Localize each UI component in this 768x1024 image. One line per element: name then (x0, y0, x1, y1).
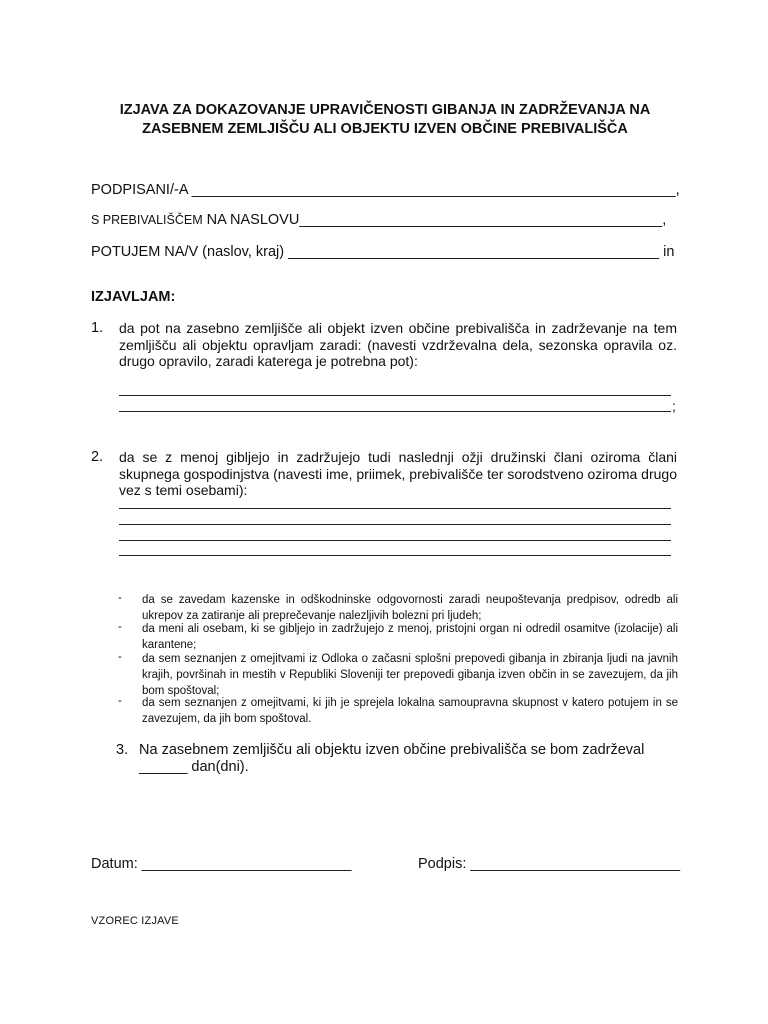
travel-line: ______________________________________________ (288, 244, 660, 260)
residence-field-row (91, 211, 666, 229)
residence-label: NA NASLOVU (206, 212, 300, 228)
item-2-answer-line-2 (119, 524, 671, 525)
bullet-1-text: da se zavedam kazenske in odškodninske odgovornosti zaradi neupoštevanja predpisov, odredb ali ukrepov za zatiranje ali preprečevanje nalezljivih bolezni pri ljudeh; (142, 594, 678, 622)
residence-line: _____________________________________________ (299, 212, 663, 228)
item-1-answer-line-1 (119, 395, 671, 396)
bullet-3-dash: - (118, 651, 122, 663)
signed-label: PODPISANI/-A (91, 182, 188, 198)
sample-label: VZOREC IZJAVE (91, 915, 179, 927)
item-3-number: 3. (116, 742, 129, 758)
travel-field-row (91, 243, 674, 261)
item-2-answer-line-4 (119, 555, 671, 556)
bullet-4-text: da sem seznanjen z omejitvami, ki jih je sprejela lokalna samoupravna skupnost v katero potujem in se zavezujem, da jih bom spoštoval. (142, 697, 678, 725)
bullet-3-text: da sem seznanjen z omejitvami iz Odloka o začasni splošni prepovedi gibanja in zbiranja ljudi na javnih krajih, površinah in mestih v Republiki Sloveniji ter prepovedi gibanja izven občin in se zavezujem, da jih bom spoštoval; (142, 653, 678, 697)
residence-end: , (662, 212, 667, 228)
item-2-answer-line-1 (119, 508, 671, 509)
form-title (90, 101, 680, 139)
travel-end: in (663, 244, 675, 260)
item-1-answer-line-2 (119, 411, 671, 412)
item-1-text: da pot na zasebno zemljišče ali objekt izven občine prebivališča in zadrževanje na tem zemljišču ali objektu opravljam zaradi: (navesti vzdrževalna dela, sezonska opravila oz. drugo opravilo, zaradi katerega je potrebna pot): (119, 320, 677, 369)
signed-field-row (91, 181, 680, 199)
item-2-text: da se z menoj gibljejo in zadržujejo tudi naslednji ožji družinski člani oziroma člani skupnega gospodinjstva (navesti ime, priimek, prebivališče ter sorodstveno oziroma drugo vez s temi osebami): (119, 449, 677, 498)
declare-heading: IZJAVLJAM: (91, 289, 176, 305)
item-1-line-end: ; (672, 398, 676, 414)
date-field: Datum: __________________________ (91, 856, 352, 872)
signature-field: Podpis: __________________________ (418, 856, 681, 872)
bullet-2-text: da meni ali osebam, ki se gibljejo in zadržujejo z menoj, pristojni organ ni odredil osamitve (izolacije) ali karantene; (142, 623, 678, 651)
bullet-1-dash: - (118, 592, 122, 604)
form-title-line-1: IZJAVA ZA DOKAZOVANJE UPRAVIČENOSTI GIBANJA IN ZADRŽEVANJA NA (119, 102, 651, 118)
bullet-4-dash: - (118, 695, 122, 707)
bullet-2-dash: - (118, 621, 122, 633)
residence-label-small: S PREBIVALIŠČEM (91, 213, 203, 227)
signed-line: ____________________________________________________________ (191, 182, 676, 198)
signed-end: , (675, 182, 680, 198)
item-3-text: Na zasebnem zemljišču ali objektu izven občine prebivališča se bom zadrževal ______ dan(dni). (139, 742, 645, 775)
item-2-number: 2. (91, 449, 104, 465)
form-title-line-2: ZASEBNEM ZEMLJIŠČU ALI OBJEKTU IZVEN OBČINE PREBIVALIŠČA (142, 121, 628, 137)
item-1-number: 1. (91, 320, 104, 336)
travel-label: POTUJEM NA/V (naslov, kraj) (91, 244, 285, 260)
item-2-answer-line-3 (119, 540, 671, 541)
